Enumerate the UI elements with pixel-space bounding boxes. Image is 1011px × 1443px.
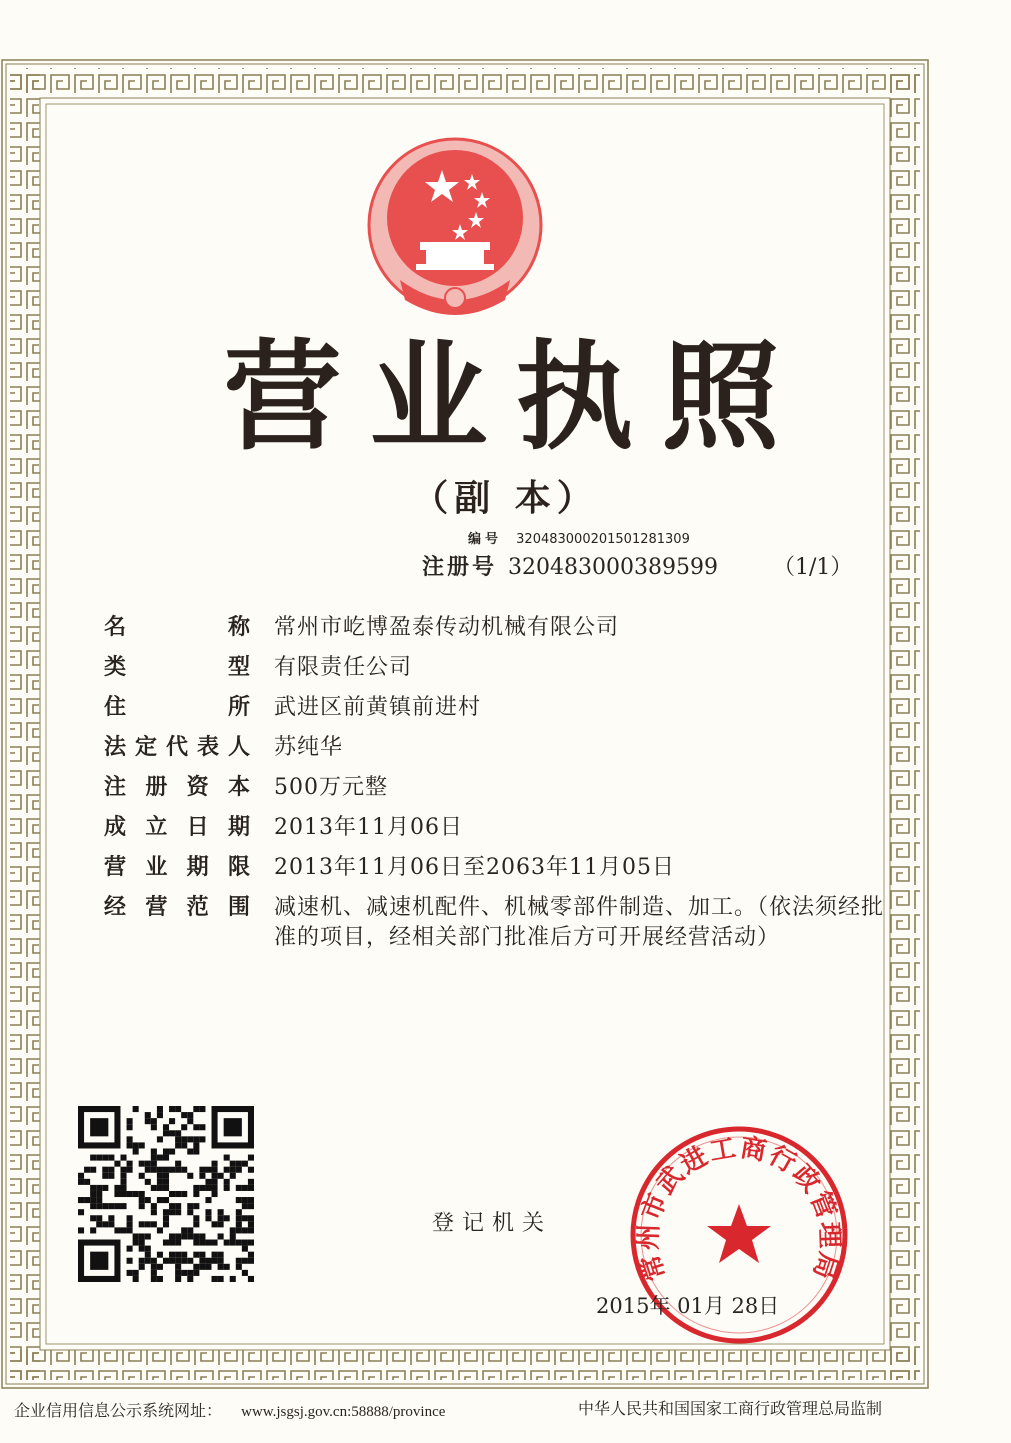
- field-row-name: [104, 613, 884, 643]
- field-label: 法 定 代 表 人: [104, 735, 250, 760]
- field-row-legal-rep: [104, 733, 884, 763]
- field-row-address: [104, 693, 884, 723]
- field-value: 减速机、减速机配件、机械零部件制造、加工。（依法须经批准的项目，经相关部门批准后方可开展经营活动）: [274, 895, 885, 950]
- field-row-capital: [104, 773, 884, 803]
- document-subtitle: （副 本）: [412, 478, 599, 519]
- document-title: 营业执照: [223, 328, 808, 466]
- field-value: 2013年11月06日: [274, 815, 463, 840]
- field-label: 营 业 期 限: [104, 855, 250, 880]
- qr-code-icon: [78, 1106, 254, 1282]
- field-row-scope: [104, 893, 884, 953]
- registration-line: [422, 550, 852, 581]
- field-value: 500万元整: [274, 775, 388, 800]
- field-label: 注 册 资 本: [104, 775, 250, 800]
- footer-supervision: 中华人民共和国国家工商行政管理总局监制: [578, 1399, 883, 1418]
- field-label: 名 称: [104, 615, 250, 640]
- field-value: 有限责任公司: [274, 655, 413, 680]
- field-row-type: [104, 653, 884, 683]
- field-label: 住 所: [104, 695, 250, 720]
- field-value: 常州市屹博盈泰传动机械有限公司: [274, 615, 620, 640]
- footer-website-url: www.jsgsj.gov.cn:58888/province: [241, 1404, 446, 1420]
- serial-number: 320483000201501281309: [516, 532, 690, 547]
- field-value: 武进区前黄镇前进村: [274, 695, 482, 720]
- issue-date: 2015年 01月 28日: [596, 1294, 780, 1318]
- registration-number: 320483000389599: [508, 555, 718, 580]
- footer-website-line: [14, 1398, 445, 1421]
- serial-label: 编号: [468, 532, 503, 547]
- registration-label: 注册号: [422, 555, 498, 580]
- field-value: 苏纯华: [274, 735, 344, 760]
- field-row-established: [104, 813, 884, 843]
- field-value: 2013年11月06日至2063年11月05日: [274, 855, 675, 880]
- page-indicator: （1/1）: [772, 555, 853, 580]
- seal-text: 常州市武进工商行政管理局: [633, 1132, 845, 1285]
- field-row-term: [104, 853, 884, 883]
- serial-line: [468, 528, 690, 547]
- registration-authority-label: 登记机关: [432, 1211, 553, 1236]
- national-emblem-icon: [360, 130, 550, 330]
- field-label: 类 型: [104, 655, 250, 680]
- license-fields: [104, 613, 884, 963]
- field-label: 成 立 日 期: [104, 815, 250, 840]
- field-label: 经 营 范 围: [104, 895, 250, 920]
- footer-website-label: 企业信用信息公示系统网址：: [14, 1401, 223, 1420]
